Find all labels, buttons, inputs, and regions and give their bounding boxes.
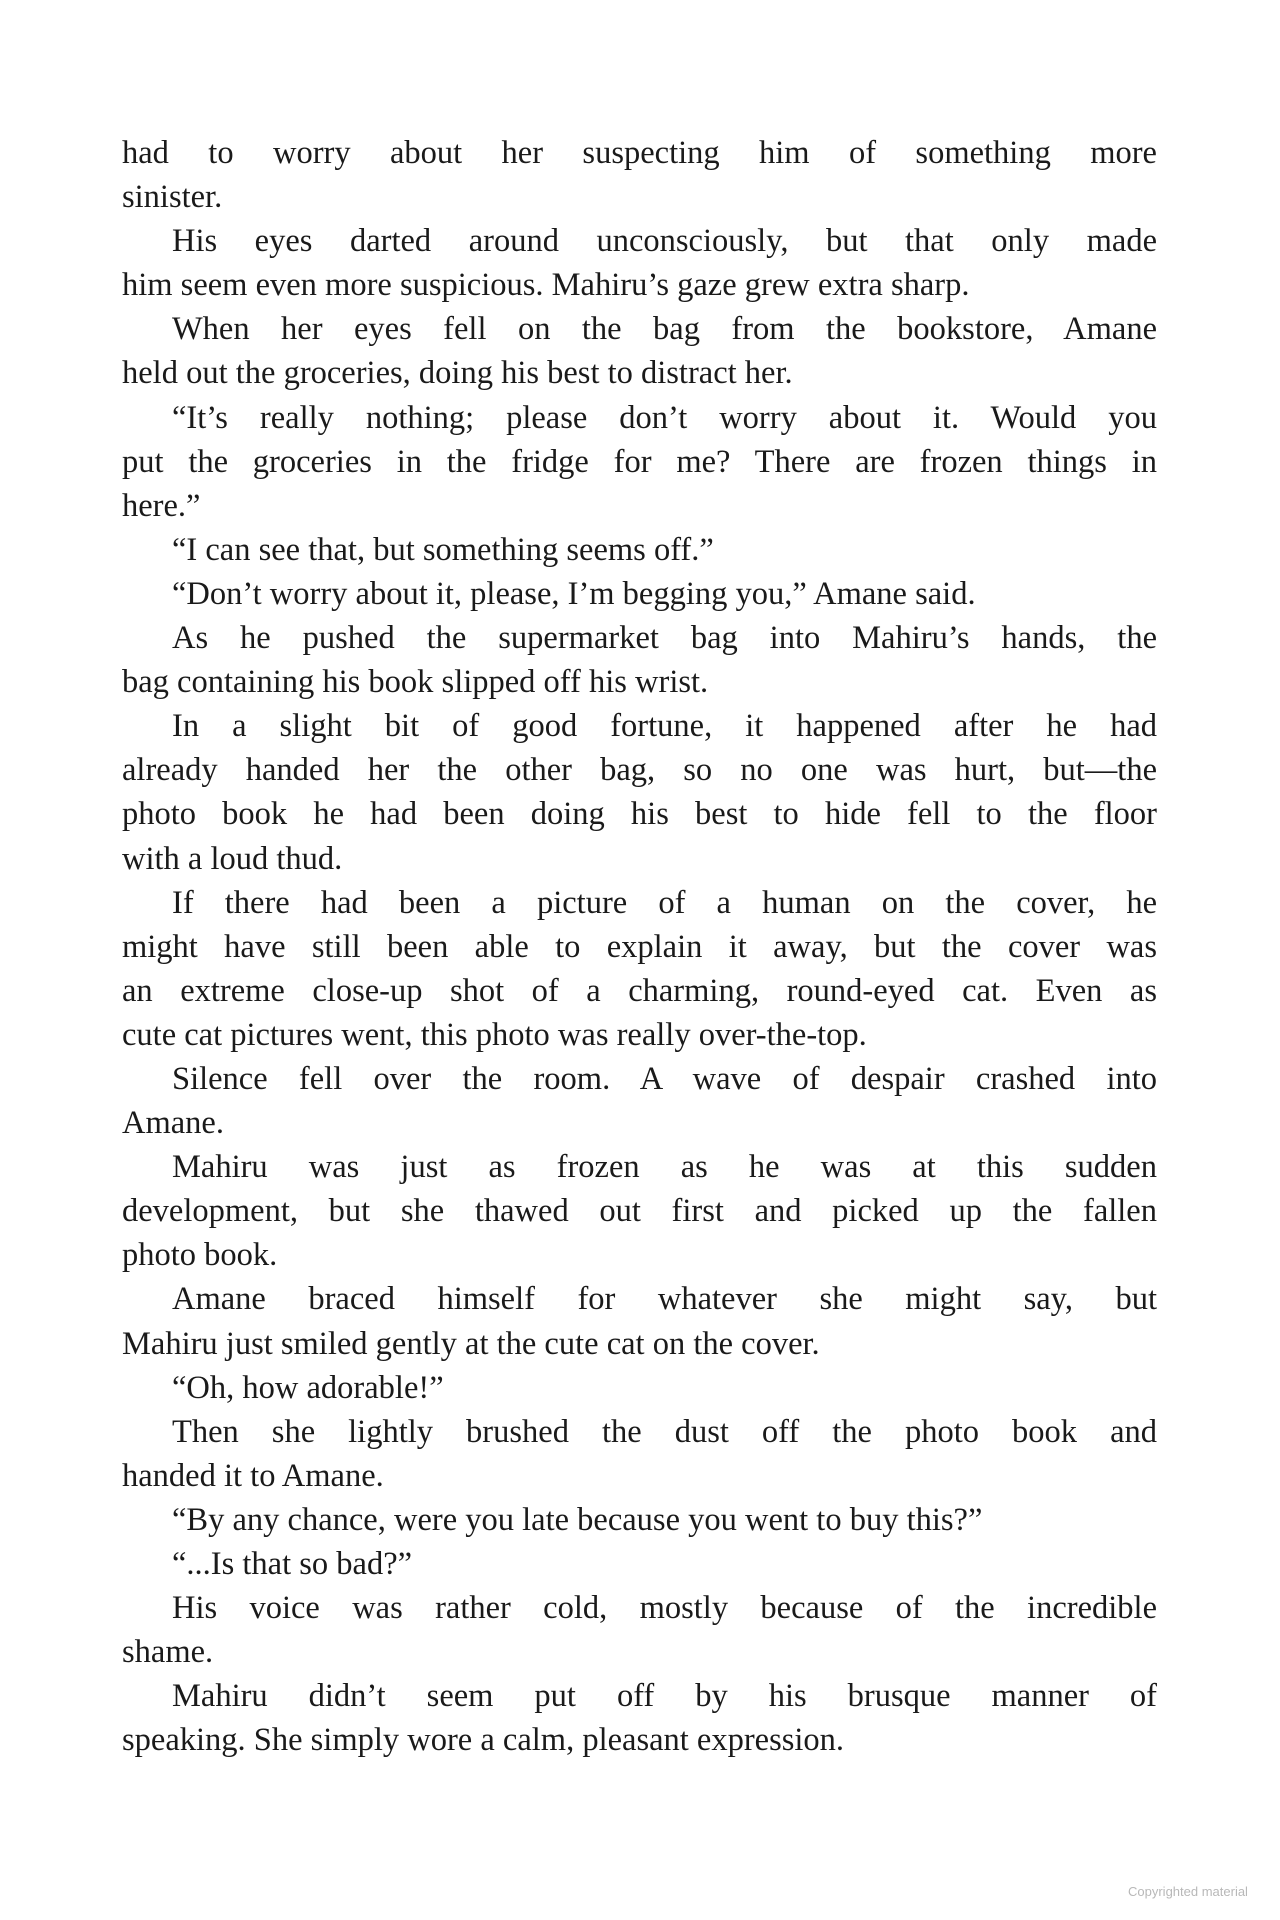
text-line: had to worry about her suspecting him of something more	[122, 135, 1157, 171]
copyright-notice: Copyrighted material	[1128, 1884, 1248, 1899]
text-line: “...Is that so bad?”	[172, 1546, 413, 1582]
paragraph	[122, 881, 1157, 1057]
text-line: “Oh, how adorable!”	[172, 1369, 444, 1406]
text-line: In a slight bit of good fortune, it happened after he had	[172, 708, 1157, 745]
paragraph	[122, 1277, 1157, 1365]
text-line: him seem even more suspicious. Mahiru’s gaze grew extra sharp.	[122, 267, 970, 304]
text-line: already handed her the other bag, so no one was hurt, but—the	[122, 752, 1157, 789]
paragraph	[122, 572, 1157, 616]
text-line: cute cat pictures went, this photo was really over-the-top.	[122, 1016, 867, 1053]
text-line: As he pushed the supermarket bag into Mahiru’s hands, the	[172, 620, 1157, 657]
text-line: “By any chance, were you late because you went to buy this?”	[172, 1501, 983, 1538]
paragraph	[122, 1410, 1157, 1498]
paragraph	[122, 1498, 1157, 1542]
paragraph	[122, 1366, 1157, 1410]
paragraph	[122, 616, 1157, 704]
text-line: sinister.	[122, 179, 223, 216]
text-line: handed it to Amane.	[122, 1457, 384, 1494]
text-line: His eyes darted around unconsciously, but that only made	[172, 223, 1157, 260]
paragraph	[122, 219, 1157, 307]
text-line: When her eyes fell on the bag from the bookstore, Amane	[172, 311, 1157, 348]
text-line: photo book.	[122, 1237, 278, 1274]
paragraph	[122, 1674, 1157, 1762]
text-line: with a loud thud.	[122, 840, 343, 877]
text-line: “Don’t worry about it, please, I’m begging you,” Amane said.	[172, 575, 976, 612]
text-line: If there had been a picture of a human on the cover, he	[172, 884, 1157, 921]
text-line: Silence fell over the room. A wave of despair crashed into	[172, 1060, 1157, 1097]
text-line: bag containing his book slipped off his wrist.	[122, 664, 709, 701]
text-line: might have still been able to explain it away, but the cover was	[122, 928, 1157, 965]
book-page-text	[122, 131, 1157, 1762]
text-line: put the groceries in the fridge for me? There are frozen things in	[122, 443, 1157, 480]
paragraph	[122, 396, 1157, 528]
text-line: Mahiru just smiled gently at the cute cat on the cover.	[122, 1325, 820, 1362]
text-line: speaking. She simply wore a calm, pleasant expression.	[122, 1722, 845, 1759]
paragraph	[122, 131, 1157, 219]
text-line: Mahiru was just as frozen as he was at this sudden	[172, 1149, 1157, 1186]
text-line: photo book he had been doing his best to hide fell to the floor	[122, 796, 1157, 833]
text-line: shame.	[122, 1634, 214, 1671]
text-line: Amane braced himself for whatever she might say, but	[172, 1281, 1157, 1318]
text-line: Amane.	[122, 1105, 224, 1142]
paragraph	[122, 704, 1157, 880]
text-line: an extreme close-up shot of a charming, round-eyed cat. Even as	[122, 972, 1157, 1009]
text-line: “It’s really nothing; please don’t worry about it. Would you	[172, 399, 1157, 436]
paragraph	[122, 1145, 1157, 1277]
text-line: held out the groceries, doing his best to distract her.	[122, 355, 793, 392]
text-line: Mahiru didn’t seem put off by his brusque manner of	[172, 1678, 1157, 1715]
text-line: “I can see that, but something seems off.”	[172, 531, 714, 568]
paragraph	[122, 528, 1157, 572]
text-line: His voice was rather cold, mostly because of the incredible	[172, 1590, 1157, 1627]
text-line: Then she lightly brushed the dust off the photo book and	[172, 1413, 1157, 1450]
paragraph	[122, 1057, 1157, 1145]
paragraph	[122, 1542, 1157, 1586]
text-line: development, but she thawed out first and picked up the fallen	[122, 1193, 1157, 1230]
paragraph	[122, 1586, 1157, 1674]
text-line: here.”	[122, 487, 201, 524]
paragraph	[122, 307, 1157, 395]
